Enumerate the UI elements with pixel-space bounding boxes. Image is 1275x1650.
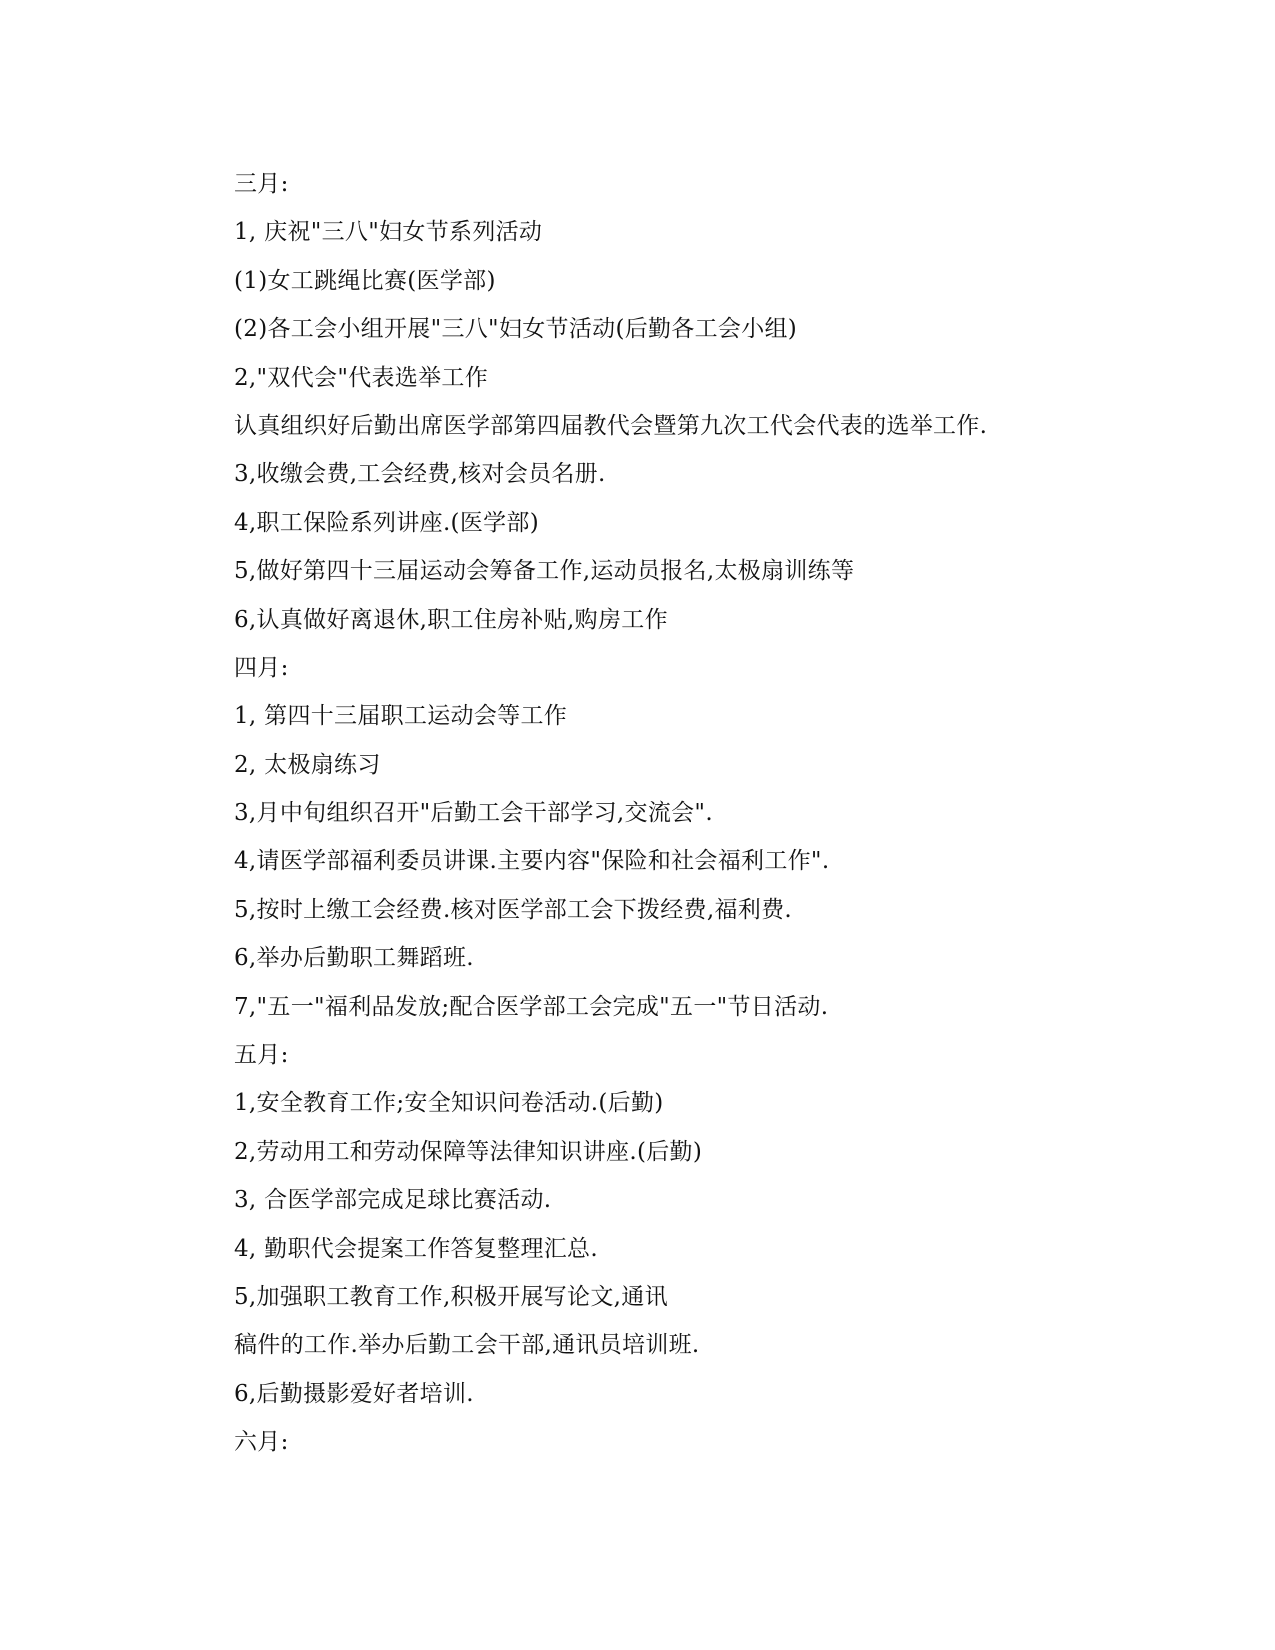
text-line: 1,安全教育工作;安全知识问卷活动.(后勤) (234, 1090, 664, 1117)
text-line: 7,"五一"福利品发放;配合医学部工会完成"五一"节日活动. (234, 993, 829, 1020)
text-line: 4,职工保险系列讲座.(医学部) (234, 509, 540, 536)
text-line: 4, 勤职代会提案工作答复整理汇总. (234, 1235, 598, 1262)
text-line: 2,"双代会"代表选举工作 (234, 364, 489, 391)
text-line: 5,加强职工教育工作,积极开展写论文,通讯 (234, 1283, 668, 1310)
text-line: 4,请医学部福利委员讲课.主要内容"保险和社会福利工作". (234, 848, 830, 875)
text-line: 2,劳动用工和劳动保障等法律知识讲座.(后勤) (234, 1138, 703, 1165)
text-line: 6,举办后勤职工舞蹈班. (234, 945, 474, 972)
text-line: 2, 太极扇练习 (234, 751, 381, 778)
text-line: 6,认真做好离退休,职工住房补贴,购房工作 (234, 606, 668, 633)
section-heading-march: 三月: (234, 171, 289, 197)
text-line: 3,收缴会费,工会经费,核对会员名册. (234, 461, 606, 488)
text-line: 3,月中旬组织召开"后勤工会干部学习,交流会". (234, 800, 713, 827)
text-line: 3, 合医学部完成足球比赛活动. (234, 1187, 552, 1214)
text-line: 1, 庆祝"三八"妇女节系列活动 (234, 219, 543, 246)
section-heading-april: 四月: (234, 654, 289, 681)
text-line: 6,后勤摄影爱好者培训. (234, 1380, 474, 1407)
text-line: 5,做好第四十三届运动会筹备工作,运动员报名,太极扇训练等 (234, 558, 855, 585)
text-line: 认真组织好后勤出席医学部第四届教代会暨第九次工代会代表的选举工作. (234, 412, 988, 439)
text-line: (2)各工会小组开展"三八"妇女节活动(后勤各工会小组) (234, 316, 798, 343)
text-line: (1)女工跳绳比赛(医学部) (234, 267, 496, 294)
text-line: 1, 第四十三届职工运动会等工作 (234, 703, 568, 730)
text-line: 5,按时上缴工会经费.核对医学部工会下拨经费,福利费. (234, 896, 792, 923)
section-heading-june: 六月: (234, 1429, 289, 1456)
document-body (234, 160, 1134, 1467)
section-heading-may: 五月: (234, 1042, 289, 1069)
text-line: 稿件的工作.举办后勤工会干部,通讯员培训班. (234, 1332, 700, 1359)
